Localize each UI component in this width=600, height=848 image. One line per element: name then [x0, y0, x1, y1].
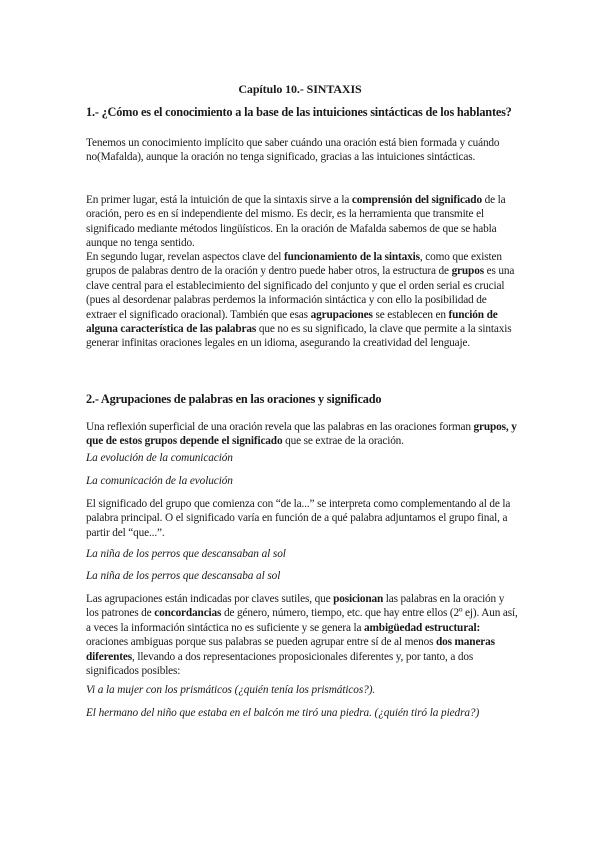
- example-6: El hermano del niño que estaba en el balcón me tiró una piedra. (¿quién tiró la piedra?): [86, 707, 480, 719]
- chapter-title: Capítulo 10.- SINTAXIS: [238, 82, 362, 96]
- section-1-heading: 1.- ¿Cómo es el conocimiento a la base de las intuiciones sintácticas de los hablantes?: [86, 105, 512, 119]
- paragraph-5: El significado del grupo que comienza con “de la...” se interpreta como complementando al de la palabra principal. O el significado varía en función de a qué palabra adjuntamos el grupo final, a partir del “que...”.: [86, 498, 511, 539]
- text-run: es una clave central para el establecimiento del significado del conjunto y que el orden serial es crucial (pues al desordenar palabras perdemos la información sintáctica y con ello la posibilidad de extraer el significado oracional). También que esas: [86, 265, 515, 321]
- text-run: de género, número, tiempo, etc. que hay entre ellos (2º ej). Aun así, a veces la información sintáctica no es suficiente y se genera la: [86, 607, 518, 634]
- text-run: Las agrupaciones están indicadas por claves sutiles, que: [86, 593, 334, 605]
- text-run: de la oración, pero es en sí independiente del mismo. Es decir, es la herramienta que transmite el significado mediante métodos lingüísticos. En la oración de Mafalda sabemos de que se habla aunque no tenga sentido.: [86, 194, 506, 250]
- text-run: que no es su significado, la clave que permite a la sintaxis generar infinitas oraciones legales en un idioma, asegurando la creatividad del lenguaje.: [86, 323, 512, 350]
- example-2: La comunicación de la evolución: [86, 475, 233, 487]
- bold-run: función de alguna característica de las palabras: [86, 308, 498, 336]
- bold-run: dos maneras diferentes: [86, 636, 495, 663]
- bold-run: grupos, y que de estos grupos depende el significado: [86, 421, 517, 448]
- text-run: , como que existen grupos de palabras dentro de la oración y dentro puede haber otros, la estructura de: [86, 251, 502, 278]
- paragraph-6: [86, 592, 518, 678]
- section-2-heading: 2.- Agrupaciones de palabras en las oraciones y significado: [86, 392, 382, 406]
- bold-run: grupos: [451, 265, 484, 278]
- bold-run: agrupaciones: [310, 308, 373, 321]
- bold-run: funcionamiento de la sintaxis: [283, 251, 420, 263]
- bold-run: posicionan: [333, 593, 384, 605]
- text-run: que se extrae de la oración.: [282, 435, 404, 448]
- text-run: las palabras en la oración y los patrones de: [86, 593, 505, 620]
- example-4: La niña de los perros que descansaba al sol: [86, 570, 281, 582]
- text-run: , llevando a dos representaciones proposicionales diferentes y, por tanto, a dos significados posibles:: [86, 650, 474, 678]
- paragraph-4: [86, 420, 518, 449]
- text-run: oraciones ambiguas porque sus palabras se pueden agrupar entre sí de al menos: [86, 636, 436, 649]
- bold-run: ambigüedad estructural:: [364, 621, 481, 634]
- paragraph-1: Tenemos un conocimiento implícito que saber cuándo una oración está bien formada y cuándo no(Mafalda), aunque la oración no tenga significado, gracias a las intuiciones sintácticas.: [86, 137, 500, 164]
- bold-run: concordancias: [154, 607, 222, 620]
- example-1: La evolución de la comunicación: [86, 452, 233, 464]
- paragraph-3: [86, 250, 518, 351]
- text-run: Una reflexión superficial de una oración revela que las palabras en las oraciones forman: [86, 421, 474, 433]
- example-3: La niña de los perros que descansaban al sol: [86, 548, 286, 560]
- text-run: En primer lugar, está la intuición de que la sintaxis sirve a la: [86, 194, 352, 206]
- example-5: Vi a la mujer con los prismáticos (¿quién tenía los prismáticos?).: [86, 684, 376, 696]
- text-run: se establecen en: [372, 308, 449, 321]
- text-run: En segundo lugar, revelan aspectos clave del: [86, 251, 284, 263]
- paragraph-2: [86, 193, 518, 251]
- bold-run: comprensión del significado: [351, 194, 482, 206]
